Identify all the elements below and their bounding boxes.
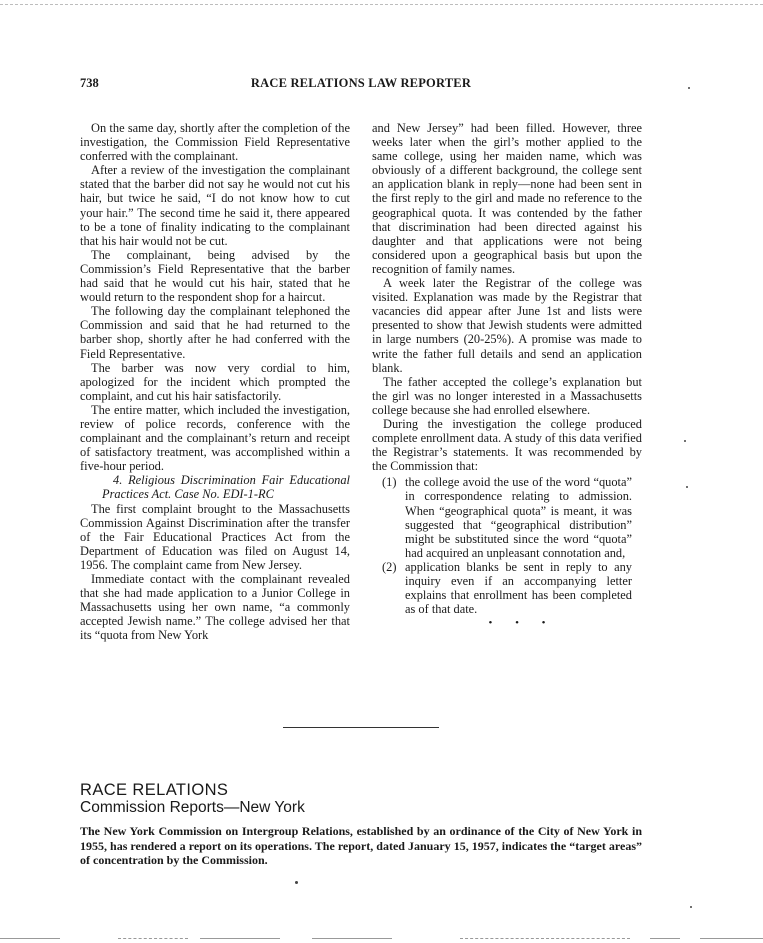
section-subtitle: Commission Reports—New York: [80, 799, 305, 816]
bottom-scan-border: [200, 938, 280, 939]
recommendation-list: [372, 475, 642, 616]
paragraph: The entire matter, which included the investigation, review of police records, conference with the complainant and the complainant’s return and receipt of satisfactory treatment, was accomplished within a five-hour period.: [80, 402, 350, 474]
scan-speck: [295, 881, 298, 884]
top-scan-border: [0, 4, 763, 5]
right-column: [372, 121, 642, 630]
left-column: [80, 121, 350, 642]
paragraph: On the same day, shortly after the completion of the investigation, the Commission Field Representative conferred with the complainant.: [80, 121, 350, 164]
page-header: [80, 76, 642, 92]
scan-speck: [690, 906, 692, 908]
paragraph: The barber was now very cordial to him, apologized for the incident which prompted the complaint, and cut his hair satisfactorily.: [80, 360, 350, 403]
section-heading: 4. Religious Discrimination Fair Educational Practices Act. Case No. EDI-1-RC: [102, 473, 350, 502]
scan-speck: [686, 486, 688, 488]
paragraph: The complainant, being advised by the Commission’s Field Representative that the barber had said that he would cut his hair, stated that he would return to the respondent shop for a haircut.: [80, 247, 350, 305]
section-title: RACE RELATIONS: [80, 781, 229, 799]
paragraph: Immediate contact with the complainant revealed that she had made application to a Junior College in Massachusetts using her own name, “a commonly accepted Jewish name.” The college advised her that its “quota from New York: [80, 572, 350, 643]
list-number: (1): [382, 475, 397, 490]
section-summary: The New York Commission on Intergroup Relations, established by an ordinance of the City of New York in 1955, has rendered a report on its operations. The report, dated January 15, 1957, indicates the “target areas” of concentration by the Commission.: [80, 824, 642, 867]
continued-paragraph: and New Jersey” had been filled. However, three weeks later when the girl’s mother applied to the same college, using her maiden name, which was obviously of a different background, the college sent an application blank in reply—none had been sent in the first reply to the girl and made no reference to the geographical quota. It was contended by the father that discrimination had been directed against his daughter and that applications were not being considered upon a geographical basis but upon the recognition of family names.: [372, 121, 642, 276]
bottom-scan-border: [700, 938, 763, 939]
bottom-scan-border: [460, 938, 630, 939]
bottom-scan-border: [118, 938, 188, 939]
paragraph: A week later the Registrar of the college was visited. Explanation was made by the Registrar that vacancies did appear after June 1st and lists were presented to show that Jewish students were admitted in large numbers (20-25%). A promise was made to write the father full details and send an application blank.: [372, 276, 642, 375]
bottom-scan-border: [650, 938, 680, 939]
bottom-scan-border: [312, 938, 392, 939]
horizontal-rule: [283, 727, 439, 728]
paragraph: The following day the complainant telephoned the Commission and said that he had returned to the barber shop, shortly after he had conferred with the Field Representative.: [80, 304, 350, 361]
scan-speck: [688, 87, 690, 89]
list-text: the college avoid the use of the word “quota” in correspondence relating to admission. When “geographical quota” is meant, it was suggested that “geographical distribution” might be substituted since the word “quota” had acquired an unpleasant connotation and,: [405, 475, 632, 560]
list-item: [372, 475, 642, 560]
page-number: 738: [80, 76, 99, 90]
paragraph: During the investigation the college produced complete enrollment data. A study of this data verified the Registrar’s statements. It was recommended by the Commission that:: [372, 416, 642, 474]
scan-speck: [684, 440, 686, 442]
list-number: (2): [382, 559, 397, 574]
section-break-dots: • • •: [488, 617, 556, 630]
list-text: application blanks be sent in reply to any inquiry even if an accompanying letter explains that enrollment has been completed as of that date.: [405, 559, 632, 617]
paragraph: The first complaint brought to the Massachusetts Commission Against Discrimination after the transfer of the Fair Educational Practices Act from the Department of Education was filed on August 14, 1956. The complaint came from New Jersey.: [80, 501, 350, 572]
list-item: [372, 560, 642, 616]
paragraph: The father accepted the college’s explanation but the girl was no longer interested in a Massachusetts college because she had enrolled elsewhere.: [372, 374, 642, 417]
running-head: RACE RELATIONS LAW REPORTER: [250, 76, 472, 90]
bottom-scan-border: [0, 938, 60, 939]
paragraph: After a review of the investigation the complainant stated that the barber did not say he would not cut his hair, but twice he said, “I do not know how to cut your hair.” The second time he said it, there appeared to be a tone of finality indicating to the complainant that his hair would not be cut.: [80, 163, 350, 248]
